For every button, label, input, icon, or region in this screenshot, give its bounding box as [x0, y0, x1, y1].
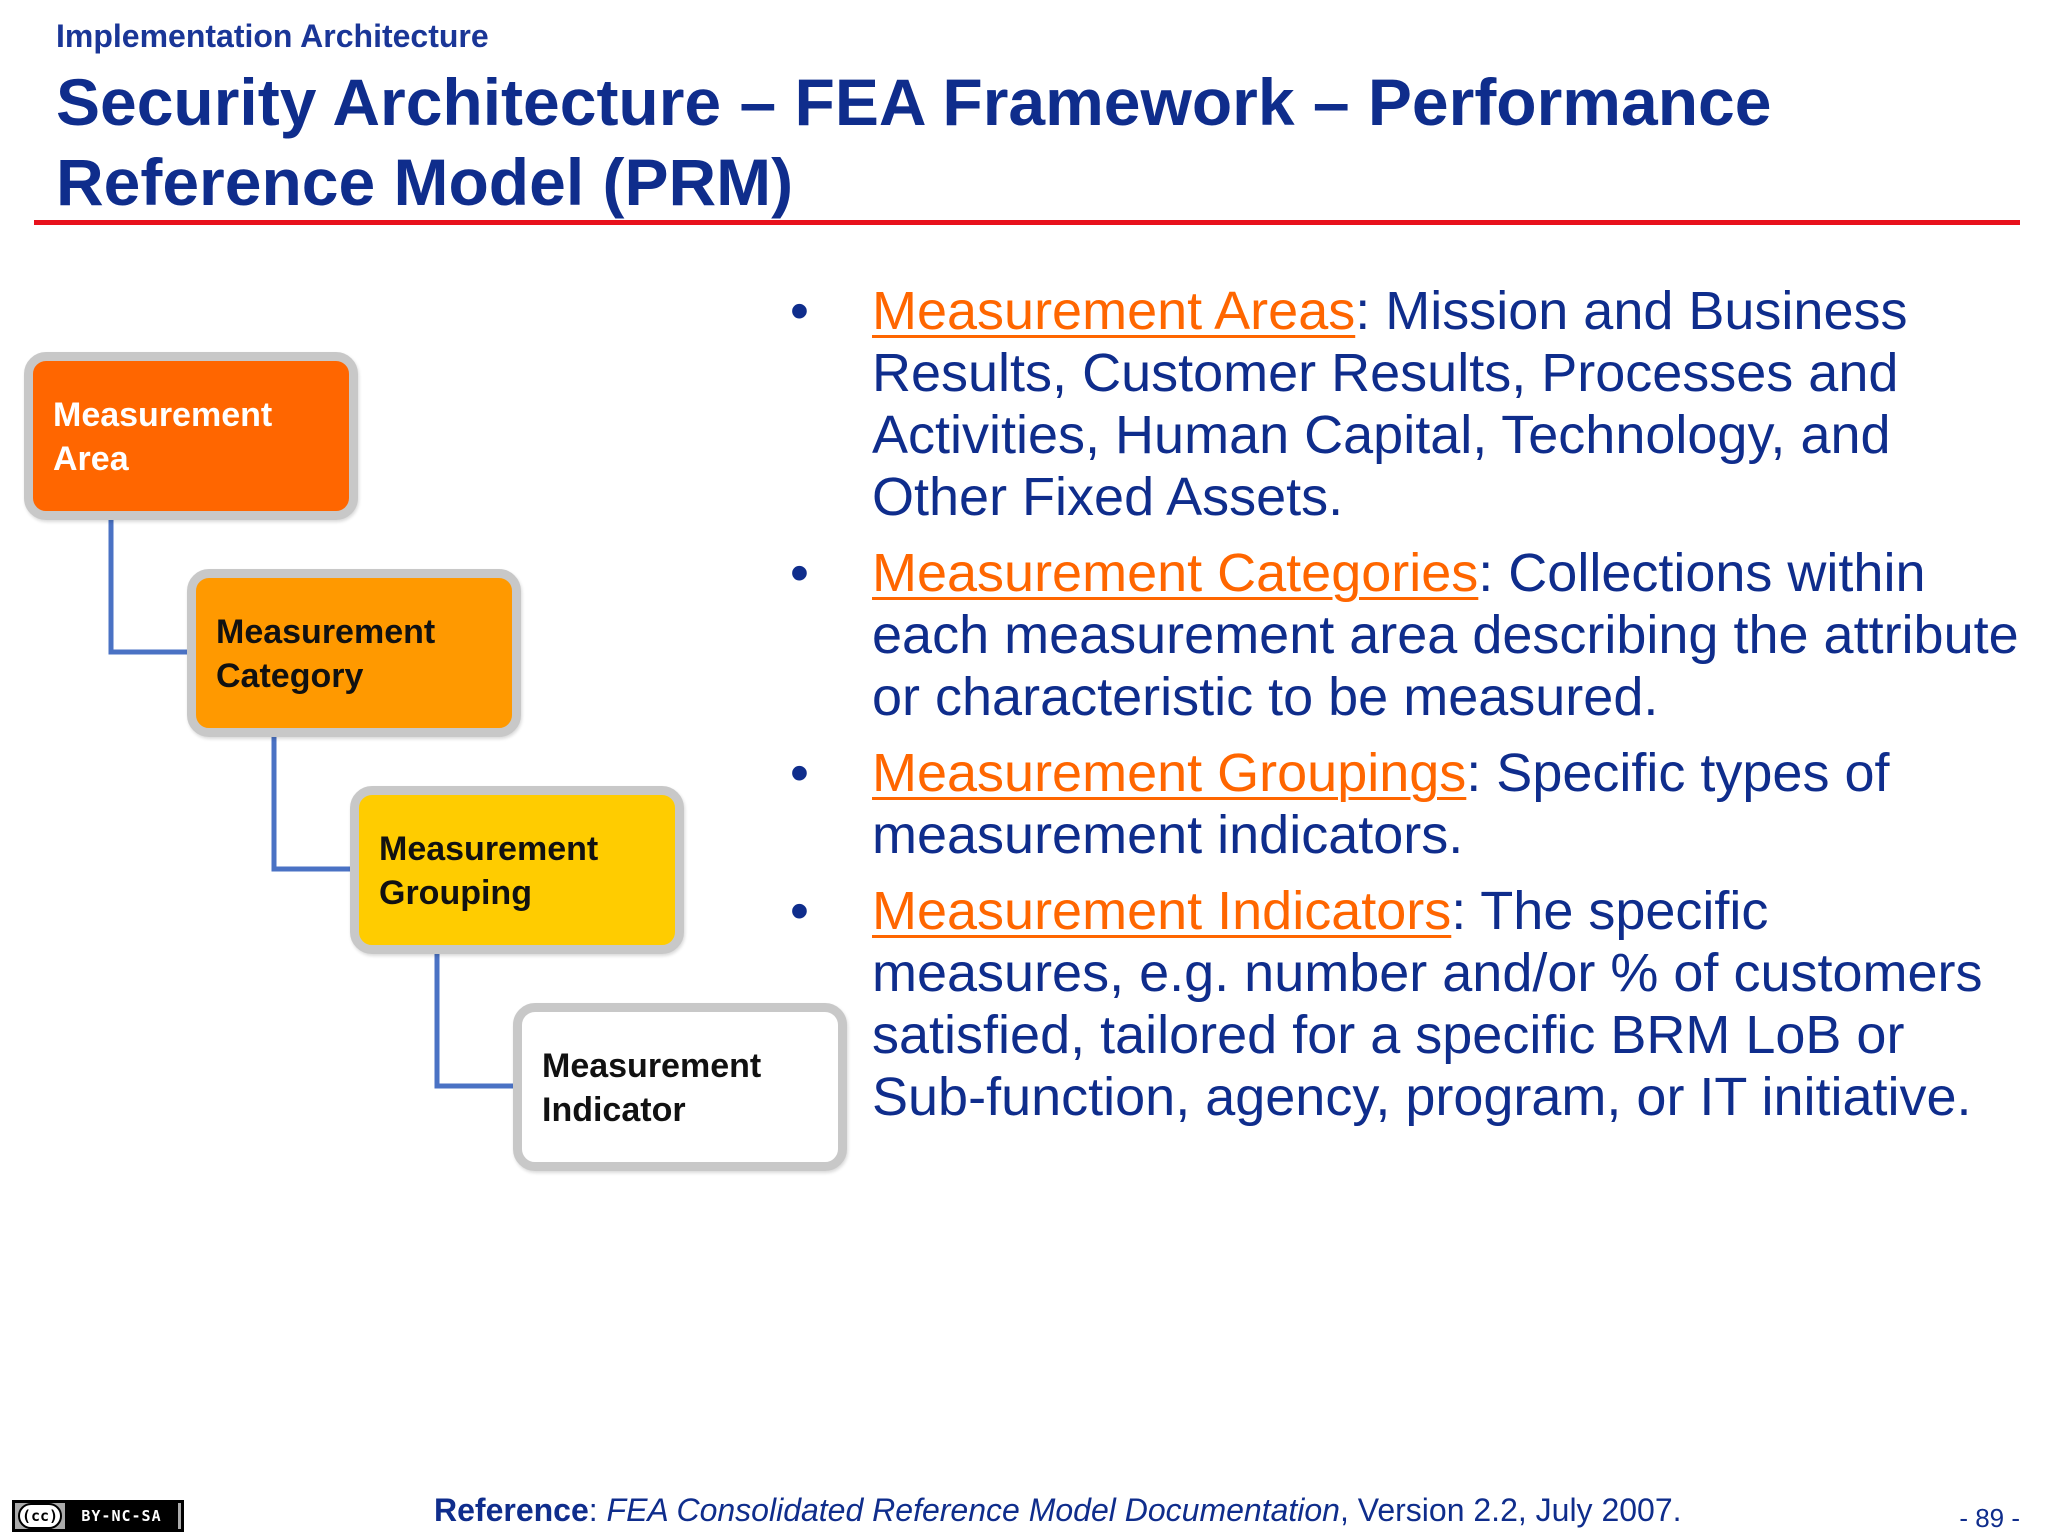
slide-title: Security Architecture – FEA Framework – Performance Reference Model (PRM) [56, 65, 1772, 219]
box-label-line1: Measurement [53, 396, 273, 434]
section-kicker: Implementation Architecture [56, 18, 489, 54]
list-item [790, 880, 2030, 1128]
bullet-glyph: • [790, 881, 809, 941]
term-link[interactable]: Measurement Categories [872, 543, 1479, 603]
measurement-category-box [187, 569, 521, 737]
reference-citation [434, 1492, 1682, 1529]
measurement-grouping-box [350, 786, 684, 954]
reference-title: FEA Consolidated Reference Model Documentation [606, 1492, 1340, 1528]
definition-list [790, 280, 2030, 1142]
term-definition: : Collections within each measurement area describing the attribute or characteristic to be measured. [872, 543, 2019, 727]
reference-label: Reference [434, 1492, 589, 1528]
bullet-glyph: • [790, 281, 809, 341]
box-label-line2: Category [216, 657, 364, 695]
box-label-line1: Measurement [216, 613, 436, 651]
term-link[interactable]: Measurement Groupings [872, 743, 1467, 803]
term-definition: : Mission and Business Results, Customer Results, Processes and Activities, Human Capital, Technology, and Other Fixed Assets. [872, 281, 1908, 527]
term-link[interactable]: Measurement Indicators [872, 881, 1452, 941]
measurement-area-box [24, 352, 358, 520]
box-label-line2: Grouping [379, 874, 532, 912]
box-label-line1: Measurement [379, 830, 599, 868]
term-definition: : Specific types of measurement indicators. [872, 743, 1890, 865]
cc-license-badge[interactable] [12, 1500, 184, 1532]
reference-details: , Version 2.2, July 2007. [1339, 1492, 1682, 1528]
term-definition: : The specific measures, e.g. number and/or % of customers satisfied, tailored for a specific BRM LoB or Sub-function, agency, program, or IT initiative. [872, 881, 1983, 1127]
page-number: - 89 - [1959, 1503, 2020, 1533]
bullet-glyph: • [790, 743, 809, 803]
cc-icon: (cc) [18, 1503, 62, 1529]
list-item [790, 280, 2030, 528]
bullet-glyph: • [790, 543, 809, 603]
box-label-line2: Indicator [542, 1091, 686, 1129]
list-item [790, 742, 2030, 866]
list-item [790, 542, 2030, 728]
license-label: BY-NC-SA [65, 1503, 178, 1529]
box-label-line2: Area [53, 440, 129, 478]
term-link[interactable]: Measurement Areas [872, 281, 1356, 341]
box-label-line1: Measurement [542, 1047, 762, 1085]
reference-separator: : [588, 1492, 607, 1528]
